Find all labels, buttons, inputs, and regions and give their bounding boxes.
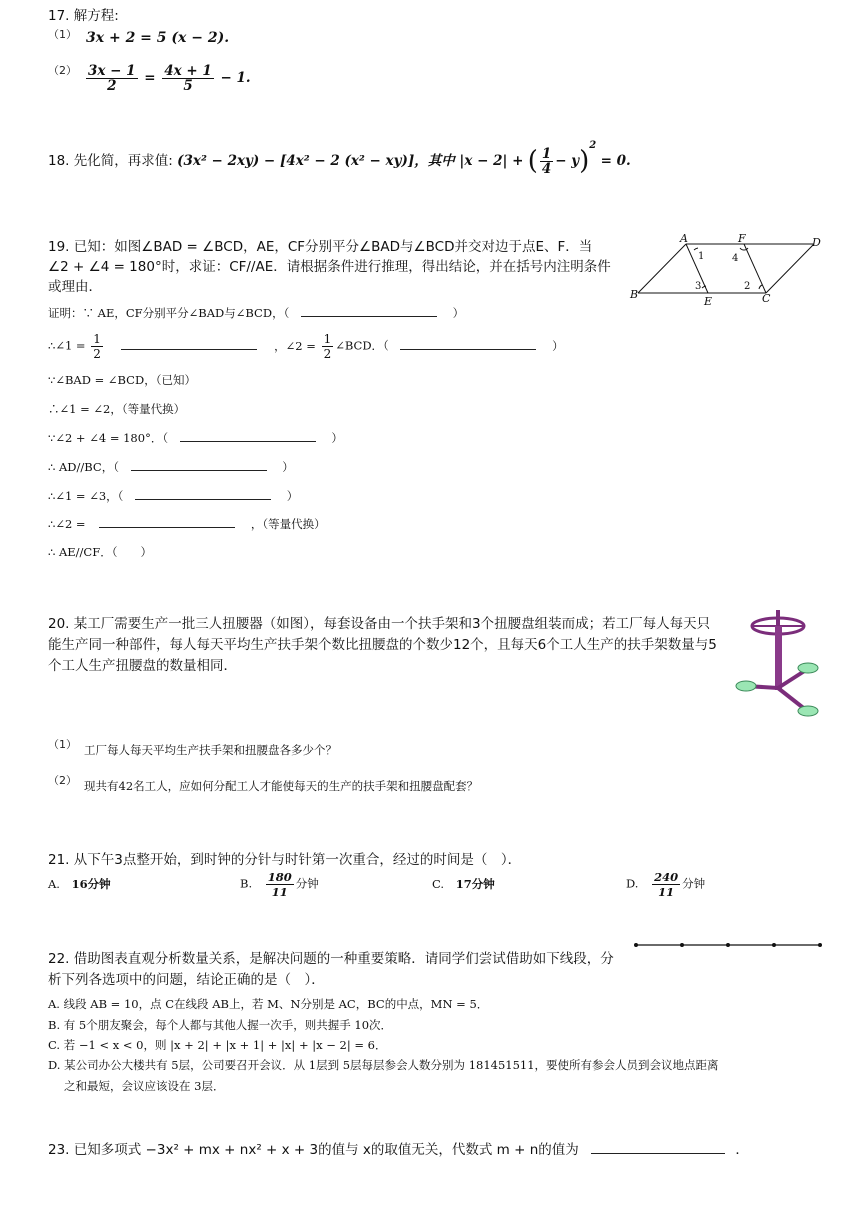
q21-option-c [432,876,495,892]
q17-p2-left-numerator: 3x − 1 [88,63,136,79]
q21-d-num: 240 [654,870,679,884]
q17-p2-tail: − 1. [220,70,251,86]
q21-b-unit: 分钟 [295,876,319,891]
q23-prefix: 23. 已知多项式 −3x² + mx + nx² + x + 3的值与 x的取值无关，代数式 m + n的值为 [48,1142,579,1158]
q17-part1-equation: 3x + 2 = 5 (x − 2). [86,30,230,46]
q17-part2-equation [84,64,251,93]
q19-step2: ∵∠BAD = ∠BCD，（已知） [48,373,196,387]
answer-blank-7[interactable] [99,515,235,528]
q19-step1-frac-num: 1 [93,332,101,346]
q19-proof-intro: 证明：∵ AE，CF分别平分∠BAD与∠BCD，（ [48,306,290,320]
center-column [775,626,782,690]
q20-part2: 现共有42名工人，应如何分配工人才能使每天的生产的扶手架和扭腰盘配套？ [84,779,479,793]
line-ab [638,244,686,293]
angle-arc-2 [759,285,762,289]
q19-close-paren-5: ） [286,489,299,503]
q19-step1-frac2-num: 1 [323,332,332,346]
q21-title: 21. 从下午3点整开始，到时钟的分针与时针第一次重合，经过的时间是（ ）． [48,852,522,868]
q19-proof-intro-line [48,304,464,321]
arm-right-top [778,670,806,688]
q21-option-b [240,870,319,899]
q21-b-num: 180 [267,870,292,884]
answer-blank-q23[interactable] [591,1141,725,1154]
q22-option-d-line1: D. 某公司办公大楼共有 5层，公司要召开会议．从 1层到 5层每层参会人数分别为 181451511，要使所有参会人员到会议地点距离 [48,1058,719,1072]
twist-disc-right-top [798,663,818,673]
q19-step5-line [48,458,294,475]
q20-part2-number: （2） [48,774,77,787]
q19-line3: 或理由． [48,279,102,295]
q20-line1: 20. 某工厂需要生产一批三人扭腰器（如图），每套设备由一个扶手架和3个扭腰盘组装而成；若工厂每人每天只 [48,616,711,632]
twist-disc-left [736,681,756,691]
segment-point [726,943,730,947]
q18-line [48,139,631,177]
q22-option-b: B. 有 5个朋友聚会，每个人都与其他人握一次手，则共握手 10次． [48,1018,393,1032]
q22-option-c: C. 若 −1 < x < 0，则 |x + 2| + |x + 1| + |x| + |x − 2| = 6． [48,1038,387,1052]
q17-p2-right-denominator: 5 [183,78,193,94]
q17-p2-equals: = [144,70,156,86]
q22-line1: 22. 借助图表直观分析数量关系，是解决问题的一种重要策略．请同学们尝试借助如下线段，分 [48,951,614,967]
q18-left-paren: ( [527,146,538,176]
q22-line2: 析下列各选项中的问题，结论正确的是（ ）． [48,972,325,988]
fig-label-a: A [680,232,688,245]
fig-label-b: B [630,288,639,301]
answer-blank-5[interactable] [131,458,267,471]
segment-point [772,943,776,947]
q19-step7-tail: ，（等量代换） [250,517,326,531]
fig-label-e: E [704,295,713,306]
twisting-machine-image [734,606,822,722]
segment-point [634,943,638,947]
q20-part1-number: （1） [48,738,77,751]
fig-label-d: D [812,236,821,249]
q21-d-label: D. [626,876,639,891]
q19-close-paren-1: ） [452,306,465,320]
q18-expression: (3x² − 2xy) − [4x² − 2 (x² − xy)] [177,153,415,169]
answer-blank-1[interactable] [301,304,437,317]
q19-close-paren-4: ） [282,460,294,474]
q20-part1: 工厂每人每天平均生产扶手架和扭腰盘各多少个？ [84,743,337,757]
twist-disc-right-bottom [798,706,818,716]
q20-line2: 能生产同一种部件，每人每天平均生产扶手架个数比扭腰盘的个数少12个，且每天6个工人生产的扶手架数量与5 [48,637,717,653]
q21-option-a [48,876,111,892]
q18-minus-y: − y [555,153,580,169]
fig-label-c: C [762,292,771,305]
q19-step4: ∵∠2 + ∠4 = 180°．（ [48,431,169,445]
parallelogram-figure [628,232,824,306]
q21-option-d [626,870,705,899]
q21-a-text: 16分钟 [71,877,111,891]
answer-blank-6[interactable] [135,487,271,500]
q18-right-paren: ) [579,146,590,176]
q19-step5: ∴ AD//BC，（ [48,460,119,474]
q18-frac-denominator: 4 [541,160,552,177]
q18-frac-numerator: 1 [541,145,552,162]
fig-label-f: F [738,232,746,245]
line-cd [766,244,814,293]
q17-part1-number: （1） [48,28,77,41]
q21-c-text: 17分钟 [455,877,495,891]
answer-blank-4[interactable] [180,429,316,442]
fig-label-4: 4 [732,253,739,264]
segment-point [818,943,822,947]
q21-d-unit: 分钟 [682,876,706,891]
segment-figure [632,939,824,951]
q21-a-label: A. [48,877,60,891]
q19-line1: 19. 已知：如图∠BAD = ∠BCD，AE，CF分别平分∠BAD与∠BCD并交对边于点E、F．当 [48,239,593,255]
q17-p2-left-denominator: 2 [107,78,117,94]
q19-close-paren-2: ） [552,338,564,353]
q19-step3: ∴∠1 = ∠2，（等量代换） [48,402,186,416]
q17-part2-number: （2） [48,64,77,77]
q21-d-den: 11 [658,885,675,899]
q19-step1-mid: ，∠2 = [274,338,316,353]
q18-title: 18. 先化简，再求值: [48,153,173,169]
q19-step1-tail: ∠BCD．（ [335,338,389,353]
answer-blank-2[interactable] [121,337,257,350]
q17-title: 17. 解方程: [48,8,119,24]
q21-b-den: 11 [271,885,288,899]
q19-line2: ∠2 + ∠4 = 180°时，求证：CF//AE．请根据条件进行推理，得出结论，并在括号内注明条件 [48,259,611,275]
q18-exponent: 2 [589,139,597,151]
angle-arc-4 [740,248,748,250]
q19-step4-line [48,429,343,446]
q23-suffix: ． [735,1142,749,1158]
q18-condition-suffix: = 0. [600,153,631,169]
q21-b-label: B. [240,876,253,891]
q19-close-paren-3: ） [331,431,343,445]
q17-p2-right-numerator: 4x + 1 [164,63,212,79]
q18-condition-prefix: ，其中 |x − 2| + [414,153,524,169]
fig-label-3: 3 [695,281,702,292]
q21-c-label: C. [432,877,445,891]
q22-option-d-line2: 之和最短，会议应该设在 3层． [64,1079,225,1093]
q19-step6: ∴∠1 = ∠3，（ [48,489,124,503]
answer-blank-3[interactable] [400,337,536,350]
q19-step7-prefix: ∴∠2 = [48,517,86,531]
q19-step8: ∴ AE//CF．（ ） [48,545,152,559]
segment-point [680,943,684,947]
q19-step1-frac-den: 2 [93,347,101,361]
q19-step6-line [48,487,298,504]
q23-line [48,1138,749,1158]
fig-label-2: 2 [744,281,751,292]
q19-step1-line [48,332,564,361]
q19-step7-line [48,515,326,532]
angle-arc-1 [694,248,698,250]
q19-step1-prefix: ∴∠1 = [48,338,86,353]
fig-label-1: 1 [698,251,705,262]
q20-line3: 个工人生产扭腰盘的数量相同． [48,658,237,674]
q19-step1-frac2-den: 2 [323,347,332,361]
q22-option-a: A. 线段 AB = 10，点 C在线段 AB上，若 M、N分别是 AC，BC的中点，MN = 5． [48,997,489,1011]
